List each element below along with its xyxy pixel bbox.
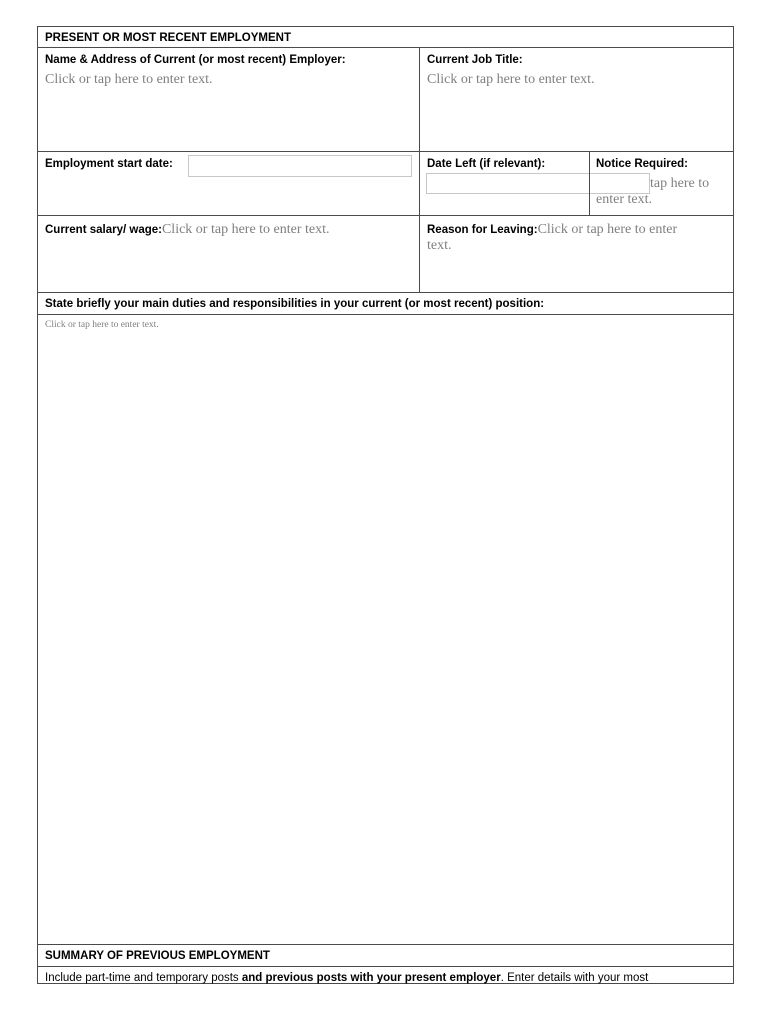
divider: [38, 292, 733, 293]
intro-emphasis: and previous posts with your present employer: [241, 972, 501, 984]
section-title-previous-employment: SUMMARY OF PREVIOUS EMPLOYMENT: [45, 950, 270, 962]
reason-for-leaving-field-continued[interactable]: text.: [427, 238, 452, 253]
job-title-label: Current Job Title:: [427, 54, 523, 66]
previous-employment-intro: [45, 971, 731, 985]
divider: [38, 944, 733, 945]
divider: [589, 151, 590, 215]
reason-for-leaving-field[interactable]: Click or tap here to enter: [537, 222, 678, 237]
employer-label: Name & Address of Current (or most recent) Employer:: [45, 54, 346, 66]
divider: [38, 314, 733, 315]
intro-text: Include part-time and temporary posts: [45, 972, 242, 984]
duties-field[interactable]: Click or tap here to enter text.: [45, 320, 159, 330]
notice-required-field[interactable]: tap here to: [650, 176, 710, 191]
divider: [38, 151, 733, 152]
date-left-label: Date Left (if relevant):: [427, 158, 546, 170]
notice-required-label: Notice Required:: [596, 158, 689, 170]
salary-label: Current salary/ wage:: [45, 224, 162, 236]
employment-form: [37, 26, 734, 984]
divider: [38, 966, 733, 967]
reason-for-leaving-label: Reason for Leaving:: [427, 224, 538, 236]
intro-text-continued: . Enter details with your most: [500, 972, 649, 984]
reason-row: [427, 220, 727, 238]
start-date-field[interactable]: [188, 155, 412, 177]
salary-row: [45, 220, 415, 238]
salary-field[interactable]: Click or tap here to enter text.: [161, 222, 330, 237]
duties-label: State briefly your main duties and responsibilities in your current (or most recent) position:: [45, 298, 545, 310]
divider: [38, 47, 733, 48]
start-date-label: Employment start date:: [45, 158, 173, 170]
job-title-field[interactable]: Click or tap here to enter text.: [427, 72, 595, 87]
divider: [38, 215, 733, 216]
notice-required-field-continued[interactable]: enter text.: [596, 192, 652, 207]
section-title-present-employment: PRESENT OR MOST RECENT EMPLOYMENT: [45, 32, 291, 44]
divider: [419, 47, 420, 292]
employer-field[interactable]: Click or tap here to enter text.: [45, 72, 213, 87]
